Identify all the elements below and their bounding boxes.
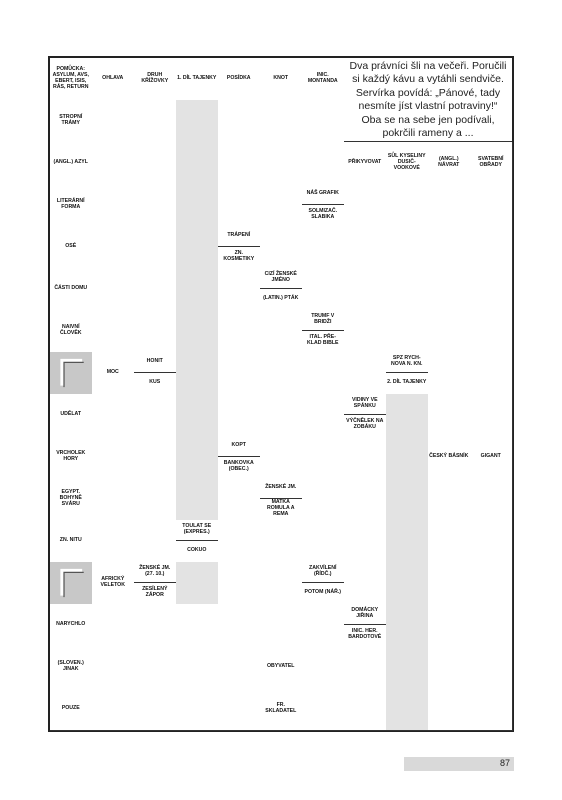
clue-cell: (SLOVEN.) JINAK [50,646,93,689]
answer-cell[interactable] [302,604,345,647]
answer-cell[interactable] [344,646,387,689]
answer-cell[interactable] [92,268,135,311]
answer-cell[interactable] [302,142,345,185]
clue-cell: NARYCHLO [50,604,93,647]
answer-cell[interactable] [428,394,471,437]
answer-cell[interactable] [470,604,513,647]
clue-cell: POSÍDKA [218,58,261,101]
answer-cell[interactable] [344,310,387,353]
clue-cell: 1. DÍL TAJENKY [176,58,219,101]
answer-cell[interactable] [218,268,261,311]
split-clue-cell [218,226,261,269]
clue-top: KOPT [218,436,260,457]
answer-cell[interactable] [218,688,261,731]
clue-cell: KNOT [260,58,303,101]
split-clue-cell [260,478,303,521]
joke-text: Dva právníci šli na večeři. Poručili si každý kávu a vytáhli sendviče. Servírka povídá: „Pánové, tady nesmíte jíst vlastní potraviny!“ Oba se na sebe jen podívali, pokrčili rameny a ... [344,58,512,142]
solution-cell-shaded[interactable] [176,562,219,605]
clue-cell: SVATEBNÍ OBŘADY [470,142,513,185]
answer-cell[interactable] [218,520,261,563]
answer-cell[interactable] [134,100,177,143]
split-clue-cell [176,520,219,563]
answer-cell[interactable] [344,520,387,563]
solution-cell-shaded[interactable] [176,268,219,311]
solution-cell-shaded[interactable] [386,520,429,563]
answer-cell[interactable] [470,520,513,563]
answer-cell[interactable] [92,394,135,437]
answer-cell[interactable] [176,604,219,647]
answer-cell[interactable] [386,226,429,269]
answer-cell[interactable] [218,478,261,521]
answer-cell[interactable] [470,352,513,395]
answer-cell[interactable] [134,520,177,563]
clue-bottom: BANKOVKA (OBEC.) [223,460,254,473]
solution-cell-shaded[interactable] [386,478,429,521]
answer-cell[interactable] [302,268,345,311]
answer-cell[interactable] [470,478,513,521]
answer-cell[interactable] [470,268,513,311]
answer-cell[interactable] [428,604,471,647]
answer-cell[interactable] [134,394,177,437]
answer-cell[interactable] [302,478,345,521]
answer-cell[interactable] [218,142,261,185]
split-clue-cell [302,184,345,227]
solution-cell-shaded[interactable] [176,352,219,395]
answer-cell[interactable] [176,646,219,689]
answer-cell[interactable] [302,226,345,269]
clue-cell: ZN. NITU [50,520,93,563]
answer-cell[interactable] [134,436,177,479]
answer-cell[interactable] [428,226,471,269]
page-number-bar [404,757,514,771]
split-clue-cell [134,562,177,605]
answer-cell[interactable] [302,646,345,689]
answer-cell[interactable] [428,688,471,731]
split-clue-cell [344,604,387,647]
answer-cell[interactable] [302,436,345,479]
clue-cell: FR. SKLADATEL [260,688,303,731]
clue-bottom: MATKA ROMULA A REMA [266,499,295,518]
answer-cell[interactable] [134,646,177,689]
answer-cell[interactable] [344,226,387,269]
answer-cell[interactable] [344,184,387,227]
clue-bottom: KUS [149,379,161,386]
answer-cell[interactable] [260,142,303,185]
clue-cell: (ANGL.) NÁVRAT [428,142,471,185]
answer-cell[interactable] [302,100,345,143]
answer-cell[interactable] [176,688,219,731]
answer-cell[interactable] [92,688,135,731]
answer-cell[interactable] [470,562,513,605]
answer-cell[interactable] [428,310,471,353]
answer-cell[interactable] [218,604,261,647]
answer-cell[interactable] [344,352,387,395]
split-clue-cell [344,394,387,437]
solution-cell-shaded[interactable] [386,394,429,437]
solution-cell-shaded[interactable] [176,100,219,143]
clue-bottom: (LATIN.) PTÁK [263,295,299,302]
clue-cell: LITERÁRNÍ FORMA [50,184,93,227]
answer-cell[interactable] [134,478,177,521]
answer-cell[interactable] [218,352,261,395]
clue-cell: POUZE [50,688,93,731]
clue-cell: OBYVATEL [260,646,303,689]
clue-cell: STROPNÍ TRÁMY [50,100,93,143]
clue-top: ZAKVÍLENÍ (ŘÍDČ.) [302,562,344,583]
answer-cell[interactable] [470,688,513,731]
clue-cell: VRCHOLEK HORY [50,436,93,479]
answer-cell[interactable] [218,562,261,605]
clue-cell: NAIVNÍ ČLOVĚK [50,310,93,353]
split-clue-cell [218,436,261,479]
answer-cell[interactable] [260,100,303,143]
clue-cell: MOC [92,352,135,395]
answer-cell[interactable] [218,184,261,227]
answer-cell[interactable] [92,604,135,647]
clue-cell: DRUH KŘÍŽOVKY [134,58,177,101]
clue-bottom: ITAL. PŘE-KLAD BIBLE [307,334,339,347]
answer-cell[interactable] [428,268,471,311]
clue-cell: OSÉ [50,226,93,269]
solution-cell-shaded[interactable] [386,562,429,605]
clue-bottom: VÝČNĚLEK NA ZOBÁKU [346,418,384,431]
answer-cell[interactable] [428,520,471,563]
answer-cell[interactable] [344,436,387,479]
answer-cell[interactable] [260,436,303,479]
answer-cell[interactable] [218,100,261,143]
clue-cell: GIGANT [470,436,513,479]
answer-cell[interactable] [470,646,513,689]
clue-cell: UDĚLAT [50,394,93,437]
answer-cell[interactable] [386,310,429,353]
clue-cell: PŘIKYVOVAT [344,142,387,185]
clue-cell: INIC. MONTANDA [302,58,345,101]
clue-bottom: SOLMIZAČ. SLABIKA [308,208,338,221]
clue-cell: EGYPT. BOHYNĚ SVÁRU [50,478,93,521]
answer-cell[interactable] [260,352,303,395]
answer-cell[interactable] [92,646,135,689]
answer-cell[interactable] [260,310,303,353]
clue-top: HONIT [134,352,176,373]
split-clue-cell [302,562,345,605]
split-clue-cell [386,352,429,395]
clue-top: TOULAT SE (EXPRES.) [176,520,218,541]
clue-top: ŽENSKÉ JM. (27. 10.) [134,562,176,583]
solution-cell-shaded[interactable] [386,436,429,479]
answer-cell[interactable] [92,310,135,353]
clue-top: VIDINY VE SPÁNKU [344,394,386,415]
solution-cell-shaded[interactable] [176,184,219,227]
clue-bottom: ZN. KOSMETIKY [223,250,255,263]
clue-top: ŽENSKÉ JM. [260,478,302,499]
answer-cell[interactable] [344,688,387,731]
clue-top: TRUMF V BRIDŽI [302,310,344,331]
answer-cell[interactable] [302,394,345,437]
answer-cell[interactable] [260,394,303,437]
answer-cell[interactable] [134,142,177,185]
answer-cell[interactable] [260,184,303,227]
solution-cell-shaded[interactable] [176,226,219,269]
answer-cell[interactable] [428,352,471,395]
solution-cell-shaded[interactable] [176,478,219,521]
answer-cell[interactable] [218,310,261,353]
clue-cell: AFRICKÝ VELETOK [92,562,135,605]
answer-cell[interactable] [92,184,135,227]
answer-cell[interactable] [92,478,135,521]
clue-cell: OHLAVA [92,58,135,101]
answer-cell[interactable] [428,562,471,605]
solution-cell-shaded[interactable] [386,646,429,689]
answer-cell[interactable] [344,478,387,521]
split-clue-cell [260,268,303,311]
clue-top: NÁŠ GRAFIK [302,184,344,205]
answer-cell[interactable] [134,226,177,269]
answer-cell[interactable] [134,604,177,647]
answer-cell[interactable] [302,520,345,563]
clue-bottom: COKUO [187,547,207,554]
answer-cell[interactable] [470,184,513,227]
split-clue-cell [134,352,177,395]
clue-top: CIZÍ ŽENSKÉ JMÉNO [260,268,302,289]
split-clue-cell [302,310,345,353]
answer-cell[interactable] [260,226,303,269]
answer-cell[interactable] [470,310,513,353]
answer-cell[interactable] [218,646,261,689]
solution-cell-shaded[interactable] [176,394,219,437]
answer-cell[interactable] [260,604,303,647]
solution-cell-shaded[interactable] [176,142,219,185]
clue-bottom: 2. DÍL TAJENKY [387,379,427,386]
answer-cell[interactable] [386,268,429,311]
clue-top: SPZ RYCH-NOVA N. KN. [386,352,428,373]
answer-cell[interactable] [92,142,135,185]
answer-cell[interactable] [260,520,303,563]
arrow-clue-icon [50,562,93,605]
clue-cell: (ANGL.) AZYL [50,142,93,185]
clue-cell: POMŮCKA: ASYLUM, AVS, EBERT, ISIS, RÁS, RETURN [50,58,93,101]
answer-cell[interactable] [134,184,177,227]
clue-cell: ČESKÝ BÁSNÍK [428,436,471,479]
page-number: 87 [499,758,510,768]
answer-cell[interactable] [134,688,177,731]
answer-cell[interactable] [92,436,135,479]
crossword-grid [48,56,514,732]
clue-top: TRÁPENÍ [218,226,260,247]
solution-cell-shaded[interactable] [176,310,219,353]
arrow-clue-icon [50,352,93,395]
answer-cell[interactable] [470,226,513,269]
answer-cell[interactable] [134,310,177,353]
answer-cell[interactable] [302,688,345,731]
clue-bottom: POTOM (NÁŘ.) [304,589,341,596]
answer-cell[interactable] [92,226,135,269]
clue-cell: SŮL KYSELINY DUSIČ-VOOKOVÉ [386,142,429,185]
answer-cell[interactable] [218,394,261,437]
solution-cell-shaded[interactable] [386,604,429,647]
clue-top: DOMÁCKY JIŘINA [344,604,386,625]
answer-cell[interactable] [428,478,471,521]
answer-cell[interactable] [344,562,387,605]
answer-cell[interactable] [470,394,513,437]
answer-cell[interactable] [302,352,345,395]
answer-cell[interactable] [260,562,303,605]
solution-cell-shaded[interactable] [176,436,219,479]
answer-cell[interactable] [428,646,471,689]
clue-bottom: ZESÍLENÝ ZÁPOR [142,586,168,599]
answer-cell[interactable] [92,100,135,143]
solution-cell-shaded[interactable] [386,688,429,731]
answer-cell[interactable] [386,184,429,227]
clue-bottom: INIC. HER. BARDOTOVÉ [348,628,382,641]
answer-cell[interactable] [428,184,471,227]
answer-cell[interactable] [134,268,177,311]
answer-cell[interactable] [92,520,135,563]
answer-cell[interactable] [344,268,387,311]
clue-cell: ČÁSTI DOMU [50,268,93,311]
